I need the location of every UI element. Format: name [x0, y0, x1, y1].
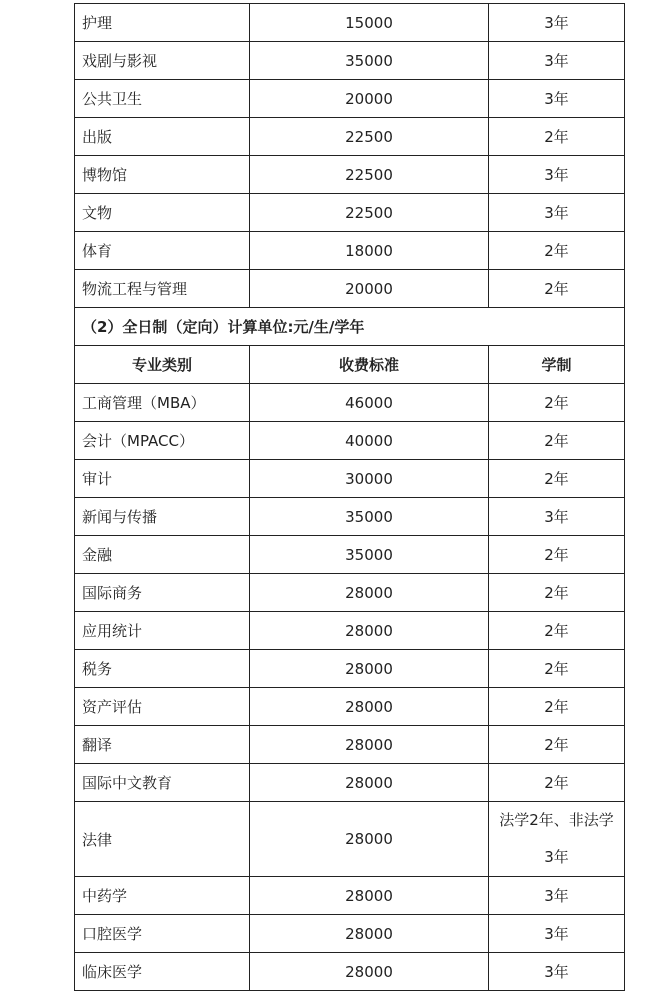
- fee-cell: 28000: [250, 764, 489, 802]
- column-header-fee: 收费标准: [250, 346, 489, 384]
- duration-cell: 2年: [489, 764, 625, 802]
- duration-cell: 2年: [489, 460, 625, 498]
- major-name-cell: 会计（MPACC）: [75, 422, 250, 460]
- major-name-cell: 国际中文教育: [75, 764, 250, 802]
- fee-table: [74, 3, 625, 991]
- table-row: [75, 156, 625, 194]
- major-name-cell: 国际商务: [75, 574, 250, 612]
- fee-cell: 28000: [250, 574, 489, 612]
- fee-cell: 28000: [250, 915, 489, 953]
- table-row: [75, 764, 625, 802]
- table-row: [75, 536, 625, 574]
- major-name-cell: 文物: [75, 194, 250, 232]
- fee-cell: 28000: [250, 726, 489, 764]
- duration-cell: 2年: [489, 384, 625, 422]
- fee-cell: 46000: [250, 384, 489, 422]
- table-row-law: [75, 802, 625, 877]
- duration-text: 法学2年、非法学3年: [499, 811, 614, 866]
- duration-cell: 3年: [489, 194, 625, 232]
- table-row: [75, 877, 625, 915]
- duration-cell: 3年: [489, 156, 625, 194]
- table-row: [75, 270, 625, 308]
- fee-cell: 40000: [250, 422, 489, 460]
- duration-cell: 3年: [489, 498, 625, 536]
- duration-cell: 3年: [489, 877, 625, 915]
- column-header-major: 专业类别: [75, 346, 250, 384]
- table-row: [75, 726, 625, 764]
- table-header-row: [75, 346, 625, 384]
- duration-cell: 3年: [489, 80, 625, 118]
- fee-cell: 22500: [250, 194, 489, 232]
- table-row: [75, 80, 625, 118]
- major-name-cell: 资产评估: [75, 688, 250, 726]
- duration-cell: 2年: [489, 422, 625, 460]
- fee-cell: 28000: [250, 612, 489, 650]
- fee-cell: 20000: [250, 270, 489, 308]
- table-row: [75, 498, 625, 536]
- table-row: [75, 42, 625, 80]
- major-name-cell: 体育: [75, 232, 250, 270]
- table-row: [75, 688, 625, 726]
- fee-cell: 35000: [250, 42, 489, 80]
- table-row: [75, 232, 625, 270]
- table-row: [75, 384, 625, 422]
- duration-cell: 2年: [489, 650, 625, 688]
- duration-cell: 2年: [489, 726, 625, 764]
- fee-cell: 28000: [250, 688, 489, 726]
- fee-cell: 28000: [250, 650, 489, 688]
- fee-cell: 18000: [250, 232, 489, 270]
- table-row: [75, 118, 625, 156]
- duration-cell: 3年: [489, 915, 625, 953]
- table-row: [75, 953, 625, 991]
- major-name-cell: 临床医学: [75, 953, 250, 991]
- fee-cell: 22500: [250, 156, 489, 194]
- fee-cell: 28000: [250, 953, 489, 991]
- column-header-duration: 学制: [489, 346, 625, 384]
- table-row: [75, 574, 625, 612]
- major-name-cell: 税务: [75, 650, 250, 688]
- table-row: [75, 915, 625, 953]
- major-name-cell: 审计: [75, 460, 250, 498]
- table-row: [75, 460, 625, 498]
- duration-cell: 3年: [489, 953, 625, 991]
- section-title-row: [75, 308, 625, 346]
- major-name-cell: 工商管理（MBA）: [75, 384, 250, 422]
- major-name-cell: 法律: [75, 802, 250, 877]
- major-name-cell: 口腔医学: [75, 915, 250, 953]
- duration-cell: 2年: [489, 574, 625, 612]
- table-row: [75, 650, 625, 688]
- fee-cell: 30000: [250, 460, 489, 498]
- major-name-cell: 公共卫生: [75, 80, 250, 118]
- table-row: [75, 4, 625, 42]
- fee-cell: 35000: [250, 498, 489, 536]
- major-name-cell: 金融: [75, 536, 250, 574]
- major-name-cell: 中药学: [75, 877, 250, 915]
- major-name-cell: 应用统计: [75, 612, 250, 650]
- duration-cell: 2年: [489, 536, 625, 574]
- major-name-cell: 新闻与传播: [75, 498, 250, 536]
- major-name-cell: 护理: [75, 4, 250, 42]
- duration-cell: [489, 802, 625, 877]
- major-name-cell: 出版: [75, 118, 250, 156]
- table-row: [75, 422, 625, 460]
- fee-cell: 15000: [250, 4, 489, 42]
- major-name-cell: 博物馆: [75, 156, 250, 194]
- table-row: [75, 612, 625, 650]
- fee-cell: 20000: [250, 80, 489, 118]
- fee-cell: 28000: [250, 877, 489, 915]
- fee-cell: 35000: [250, 536, 489, 574]
- duration-cell: 2年: [489, 118, 625, 156]
- major-name-cell: 物流工程与管理: [75, 270, 250, 308]
- fee-cell: 28000: [250, 802, 489, 877]
- major-name-cell: 翻译: [75, 726, 250, 764]
- major-name-cell: 戏剧与影视: [75, 42, 250, 80]
- fee-cell: 22500: [250, 118, 489, 156]
- duration-cell: 3年: [489, 4, 625, 42]
- section-title: （2）全日制（定向）计算单位:元/生/学年: [75, 308, 625, 346]
- fee-schedule-sheet: [74, 3, 624, 991]
- table-row: [75, 194, 625, 232]
- duration-cell: 3年: [489, 42, 625, 80]
- duration-cell: 2年: [489, 270, 625, 308]
- duration-cell: 2年: [489, 688, 625, 726]
- fee-table-body: [75, 4, 625, 991]
- duration-cell: 2年: [489, 232, 625, 270]
- duration-cell: 2年: [489, 612, 625, 650]
